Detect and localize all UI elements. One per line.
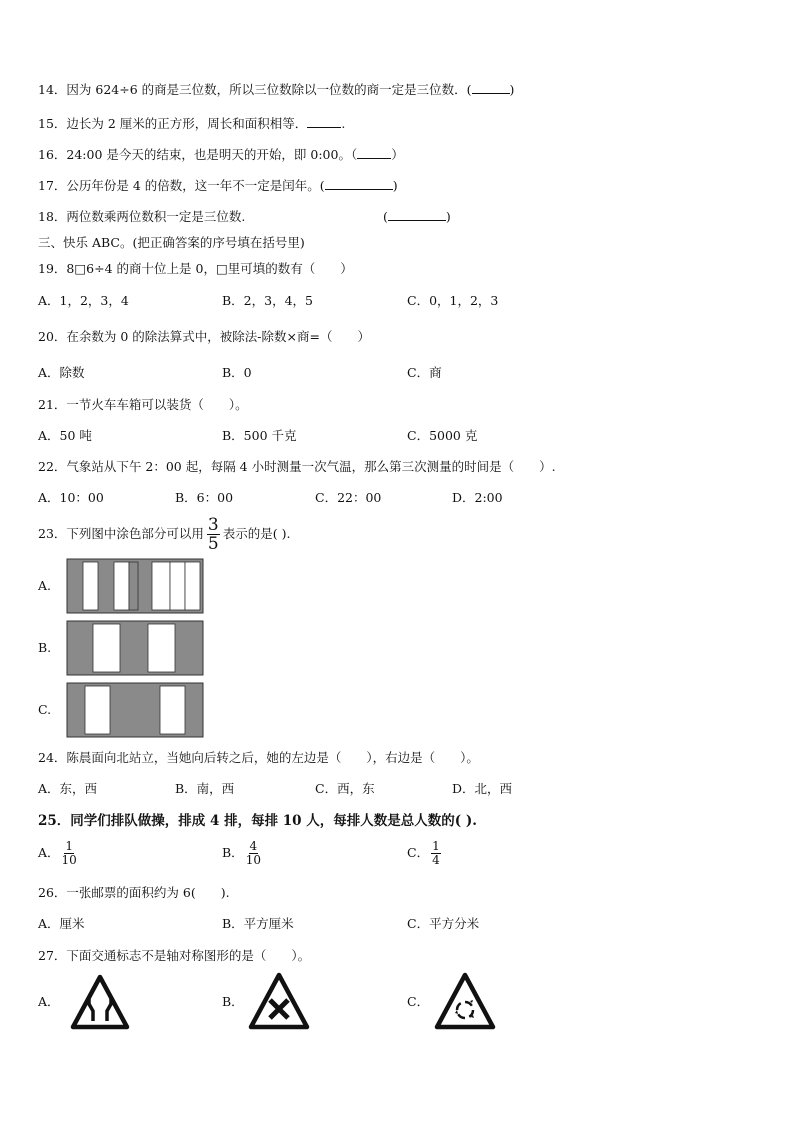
option-c[interactable]: C． bbox=[407, 994, 430, 1009]
option-b[interactable]: B．0 bbox=[222, 365, 252, 380]
roundabout-sign-icon[interactable] bbox=[434, 972, 496, 1030]
question-27: 27．下面交通标志不是轴对称图形的是（ ）。 bbox=[38, 948, 311, 963]
section-heading: 三、快乐 ABC。(把正确答案的序号填在括号里) bbox=[38, 235, 305, 250]
answer-blank[interactable] bbox=[325, 177, 393, 190]
option-b[interactable]: B. bbox=[38, 640, 52, 655]
option-c[interactable]: C．西，东 bbox=[315, 781, 375, 796]
option-b[interactable]: B． $\frac{4}{10}$ bbox=[222, 839, 261, 867]
strip-figure-b[interactable] bbox=[66, 620, 204, 676]
question-26: 26．一张邮票的面积约为 6( ). bbox=[38, 885, 230, 900]
option-c[interactable]: C． $\frac{1}{4}$ bbox=[407, 839, 440, 867]
option-c[interactable]: C．平方分米 bbox=[407, 916, 480, 931]
option-c[interactable]: C．22：00 bbox=[315, 490, 382, 505]
answer-blank[interactable] bbox=[357, 146, 391, 159]
question-17: 17．公历年份是 4 的倍数，这一年不一定是闰年。( ) bbox=[38, 178, 398, 193]
option-a[interactable]: A. bbox=[38, 578, 52, 593]
option-b[interactable]: B．6：00 bbox=[175, 490, 234, 505]
question-21: 21．一节火车车箱可以装货（ ）。 bbox=[38, 397, 248, 412]
option-d[interactable]: D．2:00 bbox=[452, 490, 503, 505]
answer-blank[interactable] bbox=[472, 81, 510, 94]
question-22: 22．气象站从下午 2：00 起，每隔 4 小时测量一次气温，那么第三次测量的时间是（ ）. bbox=[38, 459, 556, 474]
option-b[interactable]: B．2，3，4，5 bbox=[222, 293, 313, 308]
option-d[interactable]: D．北，西 bbox=[452, 781, 513, 796]
option-a[interactable]: A．50 吨 bbox=[38, 428, 92, 443]
option-b[interactable]: B．南，西 bbox=[175, 781, 235, 796]
option-c[interactable]: C．0，1，2，3 bbox=[407, 293, 499, 308]
option-a[interactable]: A．1，2，3，4 bbox=[38, 293, 129, 308]
strip-figure-c[interactable] bbox=[66, 682, 204, 738]
option-b[interactable]: B．500 千克 bbox=[222, 428, 297, 443]
answer-blank[interactable] bbox=[388, 208, 446, 221]
option-a[interactable]: A．东，西 bbox=[38, 781, 98, 796]
strip-figure-a[interactable] bbox=[66, 558, 204, 614]
fraction: $\frac{1}{10}$ bbox=[61, 839, 77, 867]
question-15: 15．边长为 2 厘米的正方形，周长和面积相等． . bbox=[38, 116, 346, 131]
question-24: 24．陈晨面向北站立，当她向后转之后，她的左边是（ ），右边是（ ）。 bbox=[38, 750, 479, 765]
option-a[interactable]: A．10：00 bbox=[38, 490, 104, 505]
option-c[interactable]: C. bbox=[38, 702, 52, 717]
crossroads-warning-sign-icon[interactable] bbox=[248, 972, 310, 1030]
question-20: 20．在余数为 0 的除法算式中，被除法-除数×商=（ ） bbox=[38, 329, 370, 344]
option-a[interactable]: A．厘米 bbox=[38, 916, 85, 931]
fraction: $\frac{1}{4}$ bbox=[432, 839, 440, 867]
option-a[interactable]: A．除数 bbox=[38, 365, 85, 380]
question-16: 16．24:00 是今天的结束，也是明天的开始，即 0:00。（ ） bbox=[38, 147, 404, 162]
question-19: 19．8□6÷4 的商十位上是 0，□里可填的数有（ ） bbox=[38, 261, 353, 276]
option-a[interactable]: A． $\frac{1}{10}$ bbox=[38, 839, 77, 867]
answer-blank[interactable] bbox=[307, 115, 341, 128]
option-c[interactable]: C．商 bbox=[407, 365, 442, 380]
question-18: 18．两位数乘两位数积一定是三位数. bbox=[38, 209, 246, 224]
option-b[interactable]: B．平方厘米 bbox=[222, 916, 294, 931]
fraction: $\frac{4}{10}$ bbox=[245, 839, 261, 867]
question-23: 23．下列图中涂色部分可以用 $\frac{3}{5}$ 表示的是( ). bbox=[38, 515, 291, 554]
road-narrows-sign-icon[interactable] bbox=[70, 974, 130, 1030]
fraction: $\frac{3}{5}$ bbox=[207, 515, 219, 554]
option-b[interactable]: B． bbox=[222, 994, 244, 1009]
question-25: 25．同学们排队做操，排成 4 排，每排 10 人，每排人数是总人数的( ). bbox=[38, 813, 477, 829]
option-a[interactable]: A． bbox=[38, 994, 60, 1009]
question-18-blank: ( ) bbox=[383, 209, 451, 224]
question-14: 14．因为 624÷6 的商是三位数，所以三位数除以一位数的商一定是三位数．( ) bbox=[38, 82, 515, 97]
option-c[interactable]: C．5000 克 bbox=[407, 428, 478, 443]
